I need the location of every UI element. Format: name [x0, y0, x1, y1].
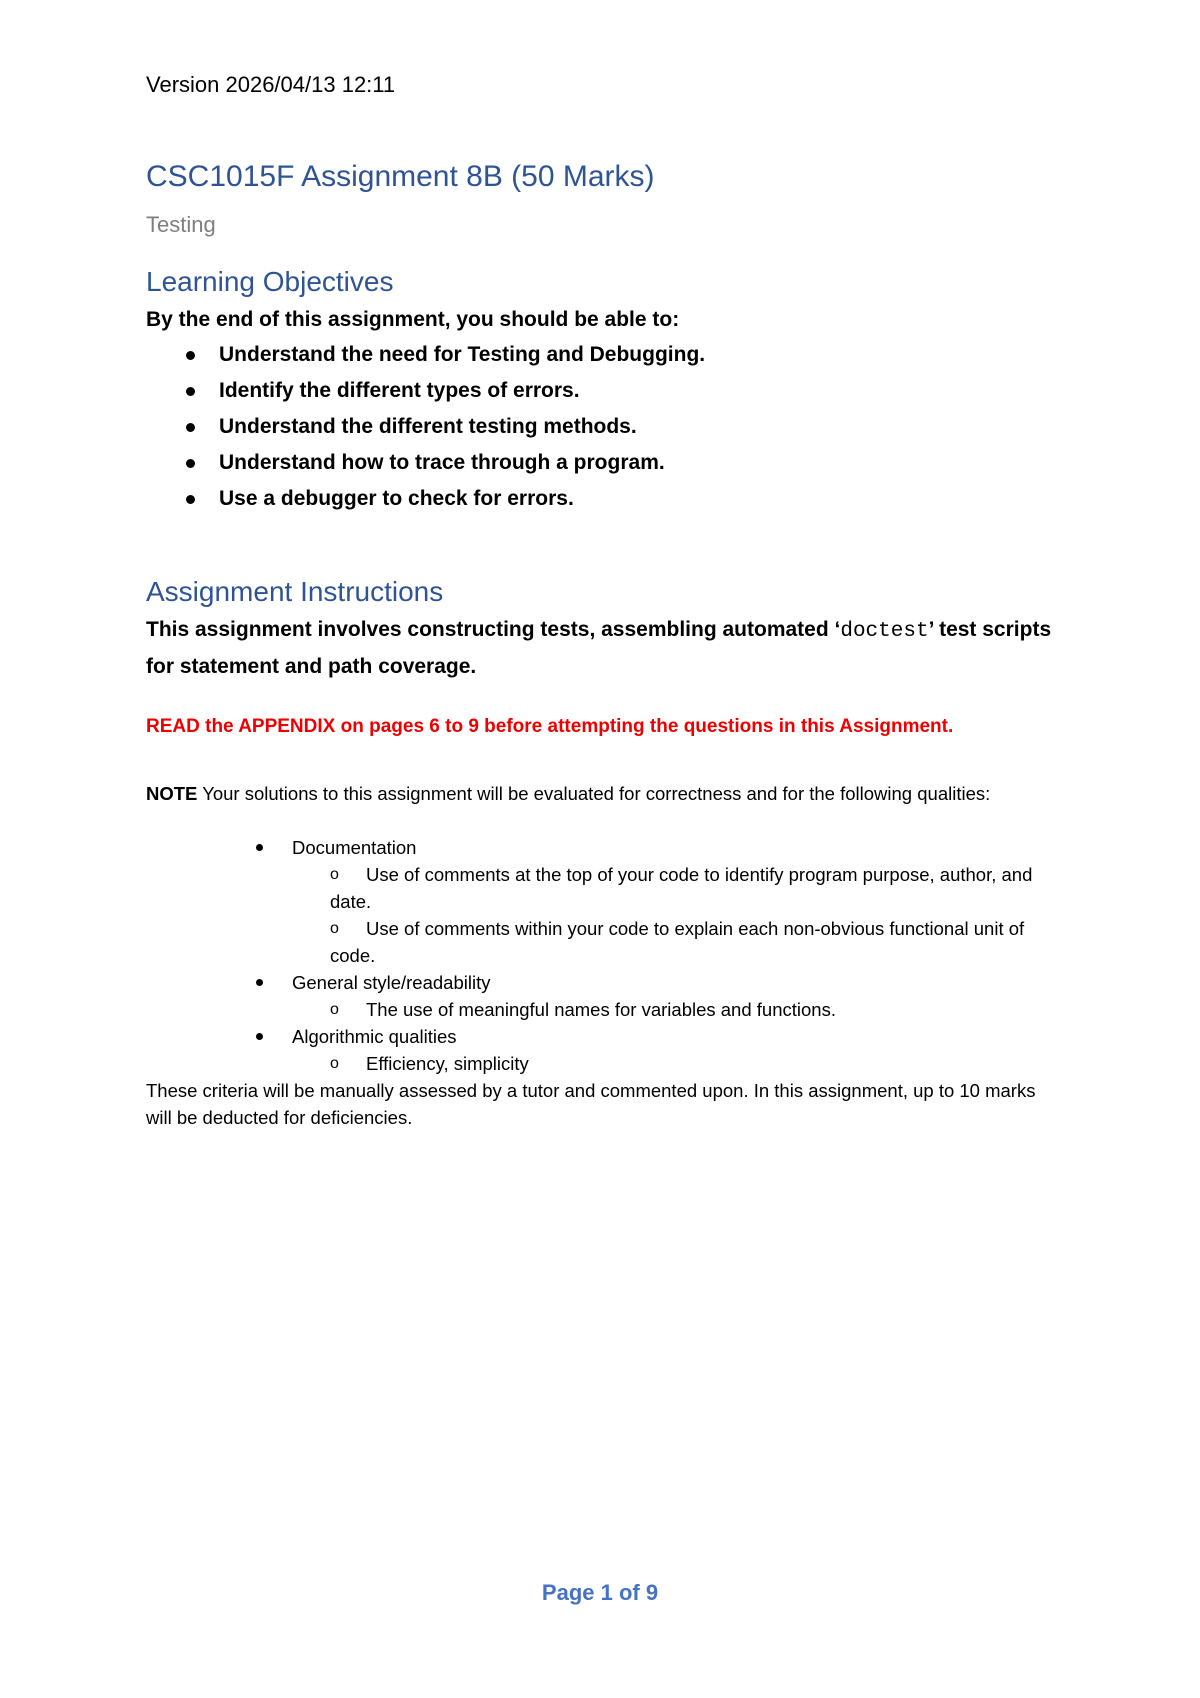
objective-text: Use a debugger to check for errors.	[219, 487, 574, 510]
criteria-closing: These criteria will be manually assessed by a tutor and commented upon. In this assignment, up to 10 marks will be deducted for deficiencies.	[146, 1080, 1036, 1128]
criterion-algorithmic: Algorithmic qualities	[292, 1023, 457, 1050]
list-item	[146, 445, 1046, 481]
bullet-icon	[186, 459, 195, 468]
bullet-icon	[256, 844, 263, 851]
list-item	[146, 409, 1046, 445]
page-number: Page 1 of 9	[541, 1580, 659, 1605]
sub-criterion: o Efficiency, simplicity	[330, 1050, 1050, 1077]
learning-objectives-intro: By the end of this assignment, you should be able to:	[146, 308, 680, 331]
circle-bullet-icon: o	[330, 920, 339, 937]
note-label: NOTE	[146, 783, 198, 804]
bullet-icon	[186, 495, 195, 504]
objective-text: Understand the need for Testing and Debugging.	[219, 343, 706, 366]
note-paragraph	[146, 780, 1046, 807]
sub-criterion: o Use of comments within your code to explain each non-obvious functional unit of code.	[330, 915, 1050, 969]
sub-criterion: o Use of comments at the top of your code to identify program purpose, author, and date.	[330, 861, 1050, 915]
assignment-instructions-heading: Assignment Instructions	[146, 576, 444, 607]
circle-bullet-icon: o	[330, 1001, 339, 1018]
list-item	[146, 481, 1046, 517]
appendix-warning: READ the APPENDIX on pages 6 to 9 before attempting the questions in this Assignment.	[146, 716, 954, 737]
intro-after: ’ test scripts for statement and path coverage.	[146, 618, 1052, 678]
criterion-style: General style/readability	[292, 969, 490, 996]
objective-text: Understand the different testing methods.	[219, 415, 637, 438]
circle-bullet-icon: o	[330, 866, 339, 883]
intro-before: This assignment involves constructing tests, assembling automated ‘	[146, 618, 841, 641]
list-item	[146, 373, 1046, 409]
objective-text: Identify the different types of errors.	[219, 379, 580, 402]
bullet-icon	[186, 387, 195, 396]
bullet-icon	[256, 979, 263, 986]
learning-objectives-heading: Learning Objectives	[146, 266, 394, 297]
objective-text: Understand how to trace through a program.	[219, 451, 665, 474]
document-subtitle: Testing	[146, 212, 216, 237]
doctest-code: doctest	[840, 620, 929, 643]
sub-criterion: o The use of meaningful names for variables and functions.	[330, 996, 1050, 1023]
document-title: CSC1015F Assignment 8B (50 Marks)	[146, 160, 655, 193]
objectives-list	[146, 337, 1046, 517]
criterion-documentation: Documentation	[292, 834, 416, 861]
version-header: Version 2026/04/13 12:11	[146, 72, 396, 97]
bullet-icon	[186, 351, 195, 360]
circle-bullet-icon: o	[330, 1055, 339, 1072]
list-item	[146, 337, 1046, 373]
instructions-intro	[146, 612, 1076, 684]
bullet-icon	[186, 423, 195, 432]
bullet-icon	[256, 1033, 263, 1040]
note-text: Your solutions to this assignment will be evaluated for correctness and for the following qualities:	[197, 783, 991, 804]
